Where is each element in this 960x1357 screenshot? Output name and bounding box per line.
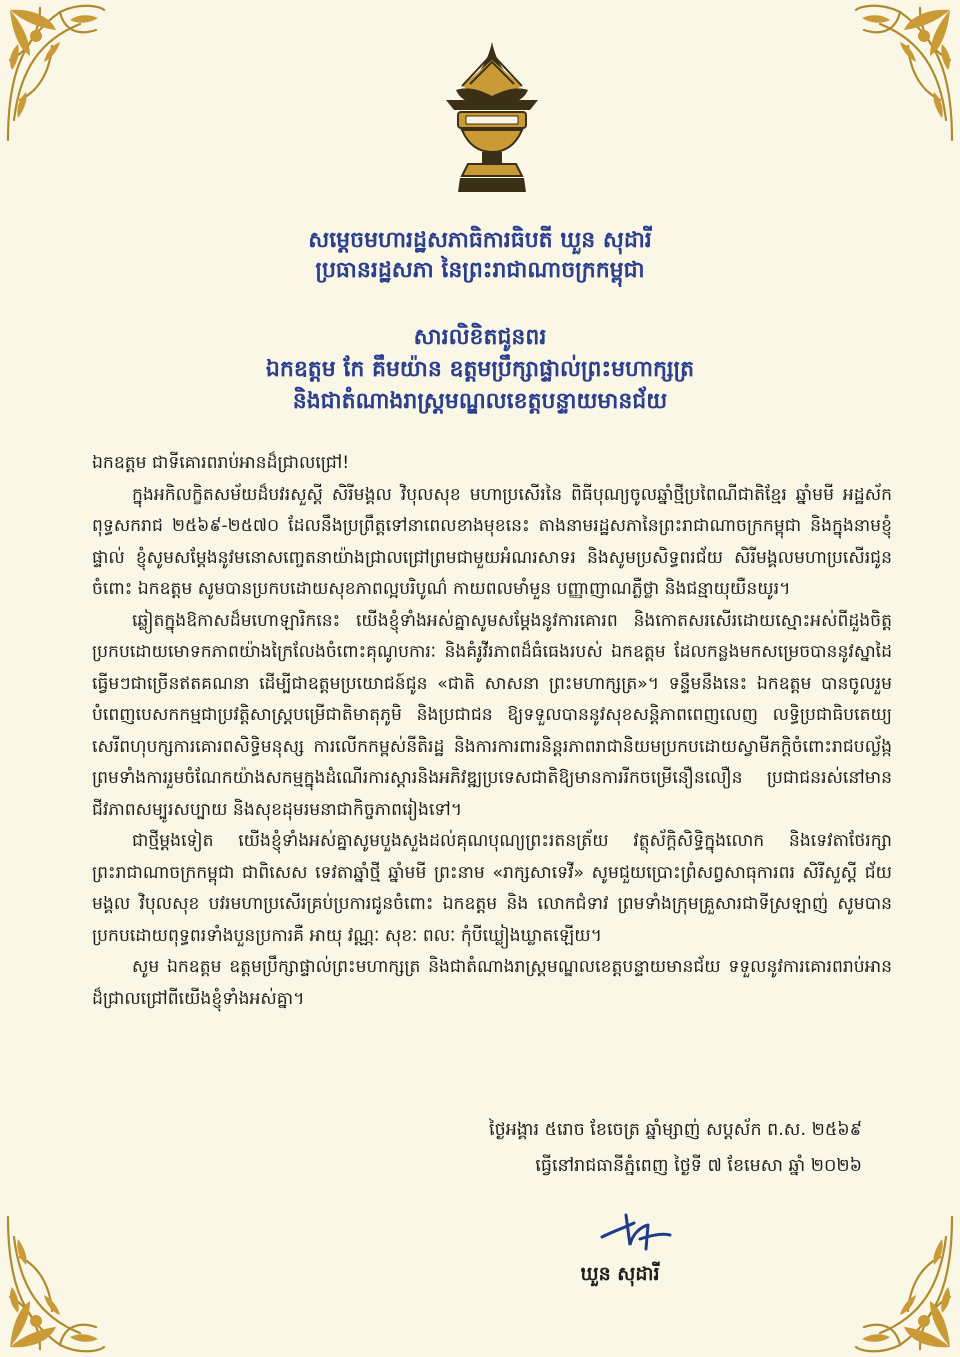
sender-title: សម្ដេចមហារដ្ឋសភាធិការធិបតី ឃួន សុដារី	[308, 228, 652, 253]
corner-ornament-top-left	[0, 0, 110, 150]
paragraph: សូម ឯកឧត្តម ឧត្តមប្រឹក្សាផ្ទាល់ព្រះមហាក្សត្រ និងជាតំណាងរាស្ត្រមណ្ឌលខេត្តបន្ទាយមានជ័យ ទទួលនូវការគោរពរាប់អានដ៏ជ្រាលជ្រៅពីយើងខ្ញុំទាំងអស់គ្នា។	[92, 957, 892, 1009]
subject-line-3: និងជាតំណាងរាស្ត្រមណ្ឌលខេត្តបន្ទាយមានជ័យ	[292, 389, 668, 414]
corner-ornament-top-right	[850, 0, 960, 150]
paragraph: ជាថ្មីម្ដងទៀត យើងខ្ញុំទាំងអស់គ្នាសូមបួងសួងដល់គុណបុណ្យព្រះរតនត្រ័យ វត្ថុស័ក្តិសិទ្ធិក្នុងលោក និងទេវតាថែរក្សាព្រះរាជាណាចក្រកម្ពុជា ជាពិសេស ទេវតាឆ្នាំថ្មី ឆ្នាំមមី ព្រះនាម «រាក្សសាទេវី» សូមជួយប្រោះព្រំសព្វសាធុការពរ សិរីសួស្តី ជ័យមង្គល វិបុលសុខ បវរមហាប្រសើរគ្រប់ប្រការជូនចំពោះ ឯកឧត្តម និង លោកជំទាវ ព្រមទាំងក្រុមគ្រួសារជាទីស្រឡាញ់ សូមបានប្រកបដោយពុទ្ធពរទាំងបួនប្រការគឺ អាយុ វណ្ណៈ សុខៈ ពលៈ កុំបីឃ្លៀងឃ្លាតឡើយ។	[92, 831, 892, 946]
signature-icon	[596, 1205, 676, 1255]
letter-body	[92, 448, 892, 1015]
national-assembly-emblem-icon	[438, 40, 546, 200]
subject-line-2: ឯកឧត្តម កែ គឹមយ៉ាន ឧត្តមប្រឹក្សាផ្ទាល់ព្រះមហាក្សត្រ	[265, 357, 695, 382]
paragraph: ឆ្លៀតក្នុងឱកាសដ៏មហោឡារិកនេះ យើងខ្ញុំទាំងអស់គ្នាសូមសម្ដែងនូវការគោរព និងកោតសរសើរដោយស្មោះអស់ពីដួងចិត្តប្រកបដោយមោទកភាពយ៉ាងក្រៃលែងចំពោះគុណូបការៈ និងគំរូវីរភាពដ៏ធំធេងរបស់ ឯកឧត្តម ដែលកន្លងមកសម្រេចបាននូវស្នាដៃធ្វើមៗជាច្រើនឥតគណនា ដើម្បីជាឧត្តមប្រយោជន៍ជូន «ជាតិ សាសនា ព្រះមហាក្សត្រ»។ ទន្ទឹមនឹងនេះ ឯកឧត្តម បានចូលរួមបំពេញបេសកកម្មជាប្រវត្តិសាស្ត្របម្រើជាតិមាតុភូមិ និងប្រជាជន ឱ្យទទួលបាននូវសុខសន្តិភាពពេញលេញ លទ្ធិប្រជាធិបតេយ្យសេរីពហុបក្សការគោរពសិទ្ធិមនុស្ស ការលើកកម្ពស់នីតិរដ្ឋ និងការការពារនិន្តរភាពរាជានិយមប្រកបដោយស្វាមីភក្តិចំពោះរាជបល្ល័ង្ក ព្រមទាំងការរួមចំណែកយ៉ាងសកម្មក្នុងដំណើរការស្តារនិងអភិវឌ្ឍប្រទេសជាតិឱ្យមានការរីកចម្រើនឿនលឿន ប្រជាជនរស់នៅមានជីវភាពសម្បូរសប្បាយ និងសុខដុមរមនាជាកិច្ចភាពរៀងទៅ។	[92, 610, 892, 820]
paragraph: ក្នុងអកិលក្ខិតសម័យដ៏បវរសួស្តី សិរីមង្គល វិបុលសុខ មហាប្រសើរនៃ ពិធីបុណ្យចូលឆ្នាំថ្មីប្រពៃណីជាតិខ្មែរ ឆ្នាំមមី អដ្ឋស័ក ពុទ្ធសករាជ ២៥៦៩-២៥៧០ ដែលនឹងប្រព្រឹត្តទៅនាពេលខាងមុខនេះ តាងនាមរដ្ឋសភានៃព្រះរាជាណាចក្រកម្ពុជា និងក្នុងនាមខ្ញុំផ្ទាល់ ខ្ញុំសូមសម្ដែងនូវមនោសញ្ចេតនាយ៉ាងជ្រាលជ្រៅព្រមជាមួយអំណរសាទរ និងសូមប្រសិទ្ធពរជ័យ សិរីមង្គលមហាប្រសើរជូនចំពោះ ឯកឧត្តម សូមបានប្រកបដោយសុខភាពល្អបរិបូណ៌ កាយពលមាំមួន បញ្ញាញាណភ្លឺថ្លា និងជន្មាយុយឺនយូរ។	[92, 484, 892, 599]
corner-ornament-bottom-left	[0, 1207, 110, 1357]
subject-line-1: សារលិខិតជូនពរ	[413, 325, 547, 350]
sender-position: ប្រធានរដ្ឋសភា នៃព្រះរាជាណាចក្រកម្ពុជា	[315, 258, 645, 283]
date-solar: ធ្វើនៅរាជធានីភ្នំពេញ ថ្ងៃទី ៧ ខែមេសា ឆ្នាំ ២០២៦	[535, 1156, 862, 1176]
date-lunar: ថ្ងៃអង្គារ ៥រោច ខែចេត្រ ឆ្នាំម្សាញ់ សប្តស័ក ព.ស. ២៥៦៩	[489, 1120, 862, 1140]
salutation: ឯកឧត្តម ជាទីគោរពរាប់អានដ៏ជ្រាលជ្រៅ!	[92, 453, 350, 473]
corner-ornament-bottom-right	[850, 1207, 960, 1357]
sender-heading	[0, 226, 960, 286]
letter-subject	[0, 322, 960, 418]
signer-name: ឃួន សុដារី	[580, 1263, 660, 1285]
